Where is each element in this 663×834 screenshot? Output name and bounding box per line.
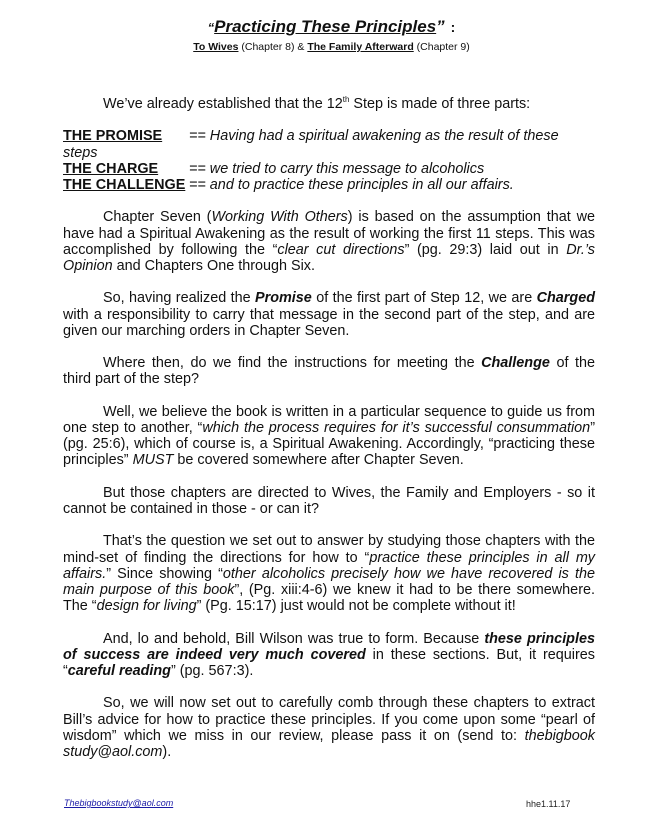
italic-email-text: thebigbook study@aol.com [63,727,595,760]
bold-italic-text: Charged [536,290,595,307]
title-close-quote: ” [436,17,445,36]
subtitle-chapter-8: (Chapter 8) & [238,41,308,53]
italic-text: MUST [132,452,174,469]
bold-italic-text: Challenge [481,355,550,372]
paragraph-promise-charged [63,290,595,339]
subtitle-chapter-9: (Chapter 9) [413,41,470,53]
paragraph-sequence [63,404,595,469]
text: That’s the question we set out to answer by studying those chapters with the mind-set of finding the directions for how to “ [63,533,595,566]
part-text: == Having had a spiritual awakening as the result of these steps [63,128,559,161]
italic-text: which the process requires for it’s successful consummation [202,419,591,436]
text: Where then, do we find the instructions for meeting the [103,355,482,372]
text: But those chapters are directed to Wives, the Family and Employers - so it cannot be contained in those - or can it? [63,484,595,517]
part-text: == we tried to carry this message to alcoholics [189,160,485,177]
text: ” (pg. 29:3) laid out in [404,241,567,258]
part-challenge [63,177,595,193]
part-text: == and to practice these principles in all our affairs. [189,177,514,193]
italic-text: design for living [96,598,197,615]
paragraph-chapter-seven [63,209,595,274]
text: And, lo and behold, Bill Wilson was true to form. Because [103,630,485,647]
bold-italic-text: these principles of success are indeed very much covered [63,630,595,663]
paragraph-question [63,533,595,614]
title-colon: : [450,19,456,35]
intro-text-end: Step is made of three parts: [349,96,531,112]
paragraph-comb-through [63,695,595,760]
text: So, having realized the [103,290,256,307]
footer-document-code: hhe1.11.17 [526,799,571,809]
paragraph-lo-and-behold [63,631,595,680]
intro-paragraph [63,96,595,112]
document-title [0,17,663,38]
part-charge [63,161,595,177]
italic-text: Dr.’s Opinion [63,241,595,274]
footer-email-link[interactable]: Thebigbookstudy@aol.com [64,798,174,808]
intro-superscript: th [342,95,350,104]
text: ” (pg. 567:3). [170,662,254,679]
text: and Chapters One through Six. [112,258,315,274]
title-open-quote: “ [207,20,215,35]
text: ). [162,743,172,760]
part-label: THE CHALLENGE [63,177,186,193]
part-label: THE PROMISE [63,128,163,145]
subtitle-to-wives: To Wives [193,41,239,53]
bold-italic-text: careful reading [67,662,171,679]
italic-text: practice these principles in all my affairs. [63,549,596,582]
part-promise [63,128,595,160]
text: be covered somewhere after Chapter Seven. [173,452,464,469]
document-body [63,96,595,776]
subtitle-family-afterward: The Family Afterward [307,41,414,53]
text: ”, (Pg. xiii:4-6) we knew it had to be there somewhere. The “ [63,581,595,615]
intro-text: We’ve already established that the 12 [103,96,343,112]
title-text: Practicing These Principles [214,17,437,36]
text: with a responsibility to carry that message in the second part of the step, and are given our marching orders in Chapter Seven. [63,306,595,339]
document-subtitle [0,40,663,54]
italic-text: other alcoholics precisely how we have recovered is the main purpose of this book [63,565,595,598]
italic-text: clear cut directions [277,241,405,258]
text: Well, we believe the book is written in a particular sequence to guide us from one step to another, “ [63,403,595,436]
paragraph-challenge-question [63,355,595,387]
text: in these sections. But, it requires “ [63,646,595,679]
text: ” (Pg. 15:17) just would not be complete without it! [196,598,516,615]
text: ) is based on the assumption that we have had a Spiritual Awakening as the result of working the first 11 steps. This was accomplished by following the “ [63,209,595,258]
text: ” Since showing “ [106,565,223,582]
text: of the first part of Step 12, we are [311,290,537,307]
text: Chapter Seven ( [103,209,212,226]
text: ” (pg. 25:6), which of course is, a Spiritual Awakening. Accordingly, “practicing these principles” [63,419,595,469]
text: of the third part of the step? [63,355,595,388]
italic-text: Working With Others [211,209,348,226]
paragraph-directed-chapters [63,485,595,517]
three-parts-list [63,128,595,193]
part-label: THE CHARGE [63,160,159,177]
text: So, we will now set out to carefully comb through these chapters to extract Bill’s advice for how to practice these principles. If you come upon some “pearl of wisdom” which we miss in our review, please pass it on (send to: [63,695,595,744]
bold-italic-text: Promise [255,290,312,307]
